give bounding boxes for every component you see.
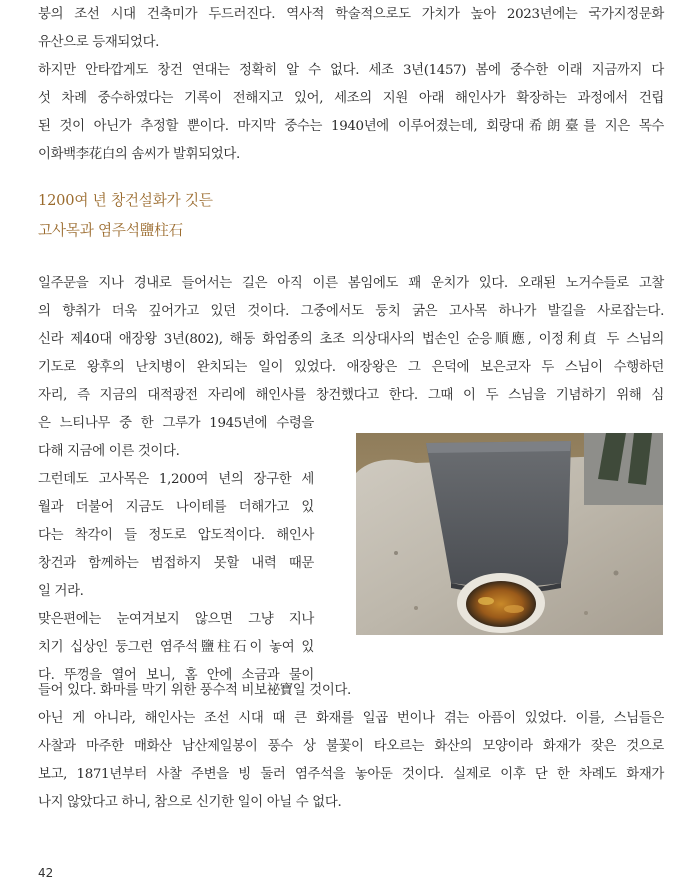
section-heading [38, 186, 213, 246]
text-line: 일 거라. [38, 584, 84, 599]
intro-paragraph [38, 1, 664, 57]
salt-stone-image [356, 433, 663, 635]
salt-stone-photo [356, 433, 663, 635]
text-line: 창건과 함께하는 범접하지 못할 내력 때문 [38, 556, 314, 571]
text-line: 의 향취가 더욱 깊어가고 있던 것이다. 그중에서도 둥치 굵은 고사목 하나가 발길을 사로잡는다. [38, 304, 664, 319]
wrapped-paragraph [38, 410, 314, 690]
founding-paragraph [38, 270, 664, 410]
text-line: 이화백李花白의 솜씨가 발휘되었다. [38, 147, 240, 162]
text-line: 기도로 왕후의 난치병이 완치되는 일이 있었다. 애장왕은 그 은덕에 보은코자 두 스님이 수행하던 [38, 360, 664, 375]
text-line: 다해 지금에 이른 것이다. [38, 444, 180, 459]
text-line: 다. 뚜껑을 열어 보니, 홈 안에 소금과 물이 [38, 668, 314, 683]
text-line: 은 느티나무 중 한 그루가 1945년에 수령을 [38, 416, 314, 431]
section-heading-line1: 1200여 년 창건설화가 깃든 [38, 192, 213, 209]
text-line: 맞은편에는 눈여겨보지 않으면 그냥 지나 [38, 612, 314, 627]
text-line: 들어 있다. 화마를 막기 위한 풍수적 비보祕寶일 것이다. [38, 683, 351, 698]
text-line: 치기 십상인 둥그런 염주석鹽柱石이 놓여 있 [38, 640, 314, 655]
text-line: 그런데도 고사목은 1,200여 년의 장구한 세 [38, 472, 314, 487]
section-heading-line2: 고사목과 염주석鹽柱石 [38, 222, 183, 239]
text-line: 자리, 즉 지금의 대적광전 자리에 해인사를 창건했다고 한다. 그때 이 두 스님을 기념하기 위해 심 [38, 388, 664, 403]
text-line: 보고, 1871년부터 사찰 주변을 빙 둘러 염주석을 놓아둔 것이다. 실제로 이후 단 한 차례도 화재가 [38, 767, 664, 782]
text-line: 된 것이 아닌가 추정할 뿐이다. 마지막 중수는 1940년에 이루어졌는데, 회랑대希朗臺를 지은 목수 [38, 119, 664, 134]
text-line: 하지만 안타깝게도 창건 연대는 정확히 알 수 없다. 세조 3년(1457) 봄에 중수한 이래 지금까지 다 [38, 63, 664, 78]
text-line: 섯 차례 중수하였다는 기록이 전해지고 있어, 세조의 지원 아래 해인사가 확장하는 과정에서 건립 [38, 91, 664, 106]
text-line: 유산으로 등재되었다. [38, 35, 160, 50]
closing-paragraph [38, 677, 664, 817]
text-line: 아닌 게 아니라, 해인사는 조선 시대 때 큰 화재를 일곱 번이나 겪는 아픔이 있었다. 이를, 스님들은 [38, 711, 664, 726]
text-line: 월과 더불어 지금도 나이테를 더해가고 있 [38, 500, 314, 515]
text-line: 신라 제40대 애장왕 3년(802), 해동 화엄종의 초조 의상대사의 법손인 순응順應, 이정利貞 두 스님의 [38, 332, 664, 347]
history-paragraph [38, 57, 664, 169]
text-line: 사찰과 마주한 매화산 남산제일봉이 풍수 상 불꽃이 타오르는 화산의 모양이라 화재가 잦은 것으로 [38, 739, 664, 754]
page-number: 42 [38, 866, 54, 880]
text-line: 일주문을 지나 경내로 들어서는 길은 아직 이른 봄임에도 꽤 운치가 있다. 오래된 노거수들로 고찰 [38, 276, 664, 291]
text-line: 나지 않았다고 하니, 참으로 신기한 일이 아닐 수 없다. [38, 795, 342, 810]
text-line: 다는 착각이 들 정도로 압도적이다. 해인사 [38, 528, 314, 543]
salt-water-hole [466, 581, 536, 627]
text-line: 붕의 조선 시대 건축미가 두드러진다. 역사적 학술적으로도 가치가 높아 2023년에는 국가지정문화 [38, 7, 664, 22]
